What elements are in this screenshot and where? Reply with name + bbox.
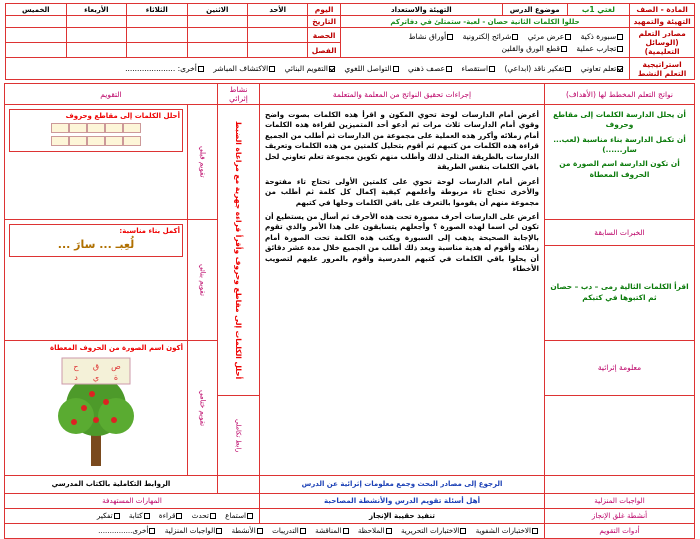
strategy-item[interactable]: التواصل اللغوي <box>344 64 399 73</box>
eval-pre-cell <box>4 105 187 220</box>
letter-tile: ص <box>111 361 121 371</box>
strategy-item[interactable]: الاكتشاف المباشر <box>213 64 276 73</box>
syllable-boxes[interactable] <box>51 136 141 146</box>
tool-item[interactable]: أخرى............... <box>98 526 156 535</box>
strategy-item[interactable]: تفكير ناقد (ابداعي) <box>504 64 572 73</box>
eval-post-title: أكون اسم الصورة من الحروف المعطاة <box>49 343 183 352</box>
closure-value: تنفيذ حقيبة الإنجاز <box>260 508 545 523</box>
homework-label: الواجبات المنزلية <box>545 493 695 508</box>
eval-pre-title: أحلل الكلمات إلى مقاطع وحروف <box>65 112 180 120</box>
checkbox-icon[interactable] <box>447 34 453 40</box>
syllable-boxes[interactable] <box>51 123 141 133</box>
intro-value: حللوا الكلمات الثانية حصان - لعبة- ستمتلئ في دفاتركم <box>340 16 629 28</box>
intro-label: التهيئة والتمهيد <box>630 16 695 28</box>
checkbox-icon[interactable] <box>565 34 571 40</box>
enrichment-info-cell <box>545 396 695 475</box>
subject-label: المادة - الصف <box>630 4 695 16</box>
objective-item: أن تكمل الدارسة بناء مناسبة (لعب... سار......) <box>553 134 686 155</box>
procedures-cell <box>260 105 545 476</box>
checkbox-icon[interactable] <box>269 66 275 72</box>
skill-item[interactable]: قراءة <box>159 511 184 520</box>
procedures-header: إجراءات تحقيق النواتج من المعلمة والمتعلمة <box>260 84 545 105</box>
activity-header: نشاط إثرائي <box>218 84 260 105</box>
strategy-item[interactable]: عصف ذهني <box>408 64 453 73</box>
eval-mid-label-cell <box>188 220 218 341</box>
checkbox-checked-icon[interactable] <box>617 66 623 72</box>
checkbox-icon[interactable] <box>144 513 150 519</box>
integration-label-cell <box>218 396 260 475</box>
day-mon: الاثنين <box>187 4 247 16</box>
letter-tile: ق <box>92 361 100 371</box>
eval-mid-title: أكمل بناء مناسبة: <box>119 227 180 235</box>
skill-item[interactable]: تحدث <box>192 511 217 520</box>
eval-post-label-cell <box>188 340 218 475</box>
checkbox-icon[interactable] <box>489 66 495 72</box>
procedure-paragraph: أعرض على الدارسات أحرف مصورة تحت هذه الأحرف ثم أسأل من يستطيع أن تكون لي اسما لهذه الصورة ؟ وأجعلهم يتسابقون على هذا الأمر والذي تقوم بالإجابة الصحيحة يذهب إلى السبورة ويكتب هذه الكلمة تحت الصورة أمام زملائه وأقوم له هدية مناسبة ويعد ذلك أطلب من الجميع خلال مدة عشر دقائق أن يحلوا باقي الكلمات في كتبهم المدرسية وأقوم بالمرور عليهم لتصويب الأخطاء <box>265 211 539 274</box>
eval-tools-label: أدوات التقويم <box>545 523 695 538</box>
checkbox-icon[interactable] <box>617 34 623 40</box>
prior-text: اقرأ الكلمات الثالية رمى – دب – حصان ثم اكتبوها في كتبكم <box>550 282 689 302</box>
checkbox-icon[interactable] <box>512 34 518 40</box>
main-table <box>4 83 695 494</box>
letter-tile: ي <box>92 372 100 382</box>
checkbox-icon[interactable] <box>198 66 204 72</box>
integration-text: الروابط التكاملية بالكتاب المدرسي <box>4 475 217 493</box>
day-label: اليوم <box>308 4 340 16</box>
eval-pre-label: تقويم قبلي <box>198 146 207 178</box>
day-tue: الثلاثاء <box>127 4 187 16</box>
strategy-item[interactable]: تعلم تعاوني <box>581 64 625 73</box>
checkbox-icon[interactable] <box>565 66 571 72</box>
enrichment-activity-cell <box>218 105 260 396</box>
class-label: الفصل <box>308 43 340 58</box>
checkbox-icon[interactable] <box>561 46 567 52</box>
apple-tree-image <box>48 354 144 472</box>
checkbox-icon[interactable] <box>386 528 392 534</box>
eval-mid-cell <box>4 220 187 341</box>
prior-header: الخبرات السابقة <box>545 220 695 246</box>
resource-item[interactable]: شرائح إلكترونية <box>463 32 520 41</box>
period-label: الحصة <box>308 28 340 43</box>
letter-tile: د <box>74 372 78 382</box>
day-wed: الأربعاء <box>66 4 126 16</box>
objective-item: أن يحلل الدارسة الكلمات إلى مقاطع وحروف <box>553 110 686 130</box>
resource-item[interactable]: تجارب عملية <box>576 44 624 53</box>
procedure-paragraph: أعرض أمام الدارسات لوحة تحوي المكون و اقرأ هذه الكلمات بصوت واضح وقوي أمام الدارسات ثلاث مرات ثم أدعو أحد المتميزين لقراءة هذه الكلمات أمام زملائه وأكرر هذه العملية على مجموعة من الدارسات ثم أطلب من الجميع قراءة هذه الكلمات من كتبهم ثم أقوم بتحليل كلمتين من هذه الكلمات وتعريف الدارسات بالطريقة المثلى لذلك وأطلب منهم تكوين مجموعة تعلم تعاوني لحل باقي الكلمات بنفس الطريقة <box>265 110 539 172</box>
tool-item[interactable]: الواجبات المنزلية <box>165 526 223 535</box>
checkbox-icon[interactable] <box>446 66 452 72</box>
lesson-label: موضوع الدرس <box>502 4 567 16</box>
eval-post-label: تقويم ختامي <box>198 389 207 426</box>
checkbox-icon[interactable] <box>149 528 155 534</box>
checkbox-icon[interactable] <box>216 528 222 534</box>
closure-label: أنشطة غلق الإنجاز <box>545 508 695 523</box>
skill-item[interactable]: استماع <box>225 511 254 520</box>
checkbox-icon[interactable] <box>617 46 623 52</box>
research-note: الرجوع إلى مصادر البحث وجمع معلومات إثرائية عن الدرس <box>260 475 545 493</box>
tool-item[interactable]: الاختبارات التحريرية <box>401 526 467 535</box>
subject-value: لغتي 1ب <box>567 4 630 16</box>
tool-item[interactable]: المناقشة <box>315 526 349 535</box>
tools-list <box>5 523 545 538</box>
resources-list <box>340 28 629 58</box>
checkbox-icon[interactable] <box>393 66 399 72</box>
tool-item[interactable]: الملاحظة <box>358 526 393 535</box>
objective-item: أن تكون الدارسة اسم الصورة من الحروف المعطاة <box>559 159 680 179</box>
resource-item[interactable]: عرض مرئي <box>528 32 573 41</box>
enrichment-activity-text: أحلل الكلمات إلى مقاطع وحروف وأقرأ قراءة جهرية مع مراعاة الضبط <box>234 121 243 380</box>
prep-label: التهيئة والاستعداد <box>340 4 502 16</box>
day-sun: الأحد <box>247 4 307 16</box>
checkbox-icon[interactable] <box>247 513 253 519</box>
resource-item[interactable]: قطع الورق والقلين <box>502 44 568 53</box>
checkbox-icon[interactable] <box>300 528 306 534</box>
checkbox-icon[interactable] <box>343 528 349 534</box>
eval-post-cell <box>4 340 187 475</box>
date-label: التاريخ <box>308 16 340 28</box>
target-skills-label: المهارات المستهدفة <box>5 493 260 508</box>
checkbox-icon[interactable] <box>532 528 538 534</box>
strategy-item[interactable]: أخرى: ..................... <box>125 64 205 73</box>
resources-label: مصادر التعلم (الوسائل التعليمية) <box>630 28 695 58</box>
integration-label: رابط تكاملي <box>234 418 243 453</box>
homework-header-cell <box>545 475 695 493</box>
checkbox-icon[interactable] <box>257 528 263 534</box>
strategy-label: استراتيجية التعلم النشط <box>630 58 695 80</box>
strategy-item[interactable]: التقويم البنائي <box>285 64 336 73</box>
eval-pre-box <box>9 109 183 152</box>
evaluation-header: التقويم <box>4 84 217 105</box>
footer-table <box>4 493 695 539</box>
outcomes-header: نواتج التعلم المخطط لها (الأهداف) <box>545 84 695 105</box>
checkbox-icon[interactable] <box>460 528 466 534</box>
tool-item[interactable]: التدريبات <box>272 526 307 535</box>
header-table <box>5 3 695 80</box>
strategies-list <box>6 58 630 80</box>
checkbox-icon[interactable] <box>114 513 120 519</box>
tool-item[interactable]: الاختبارات الشفوية <box>476 526 539 535</box>
day-thu: الخميس <box>6 4 67 16</box>
objectives-cell <box>545 105 695 220</box>
skills-list <box>5 508 260 523</box>
tool-item[interactable]: الأنشطة <box>232 526 264 535</box>
procedure-paragraph: أعرض أمام الدارسات لوحة تحوي على كلمتين الأولى تحتاج تاء مفتوحة والأخرى تحتاج تاء مربوطة وأعلمهم كيفية إكمال كل كلمة ثم أطلب من مجموعة منهم أن يقوموا بالتعرف على باقي الكلمات وحلها في كتبهم <box>265 176 539 207</box>
checkbox-icon[interactable] <box>210 513 216 519</box>
eval-pre-label-cell <box>188 105 218 220</box>
resource-item[interactable]: سبورة ذكية <box>581 32 625 41</box>
enrichment-info-header: معلومة إثرائية <box>545 340 695 396</box>
checkbox-checked-icon[interactable] <box>329 66 335 72</box>
eval-mid-box <box>9 224 183 257</box>
eval-mid-label: تقويم بنائي <box>198 263 207 296</box>
checkbox-icon[interactable] <box>176 513 182 519</box>
skill-item[interactable]: تفكير <box>97 511 121 520</box>
resource-item[interactable]: أوراق نشاط <box>409 32 455 41</box>
eval-mid-words: لُعِبـ ... سارَ ... <box>57 238 135 251</box>
strategy-item[interactable]: استقصاء <box>461 64 496 73</box>
skill-item[interactable]: كتابة <box>129 511 151 520</box>
letter-tile: ح <box>73 361 79 371</box>
prior-cell <box>545 245 695 340</box>
letter-tile: ة <box>113 372 119 382</box>
homework-value: أهل أسئلة تقويم الدرس والأنشطة المصاحبة <box>260 493 545 508</box>
